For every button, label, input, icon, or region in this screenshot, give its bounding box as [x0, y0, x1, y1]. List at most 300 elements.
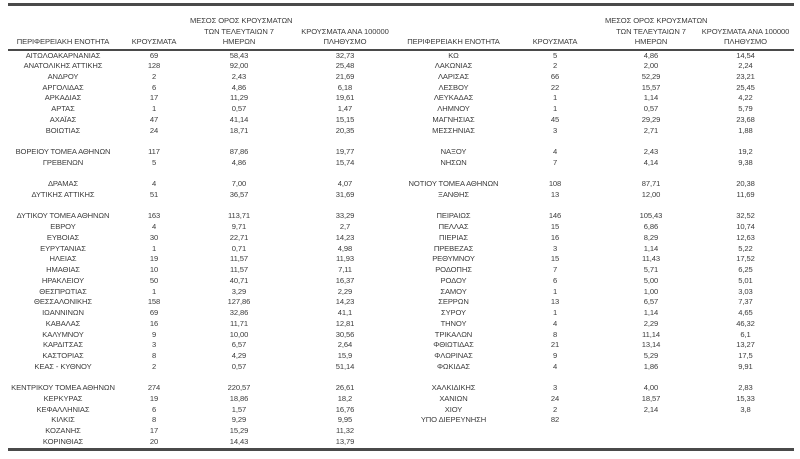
value-cell: 19,2 — [738, 147, 753, 157]
value-cell: 15,9 — [337, 351, 353, 361]
value-cell — [288, 372, 402, 383]
region-cell: ΡΟΔΟΥ — [440, 275, 467, 285]
region-cell: ΚΕΑΣ - ΚΥΘΝΟΥ — [34, 361, 92, 371]
value-cell — [697, 201, 794, 212]
value-cell: 15,29 — [229, 426, 249, 436]
region-cell: ΦΘΙΩΤΙΔΑΣ — [433, 340, 474, 350]
table-row — [8, 340, 794, 351]
value-cell: 16,37 — [335, 275, 355, 285]
table-body — [8, 50, 794, 450]
region-cell — [402, 437, 505, 449]
value-cell: 9 — [151, 329, 157, 339]
value-cell — [505, 201, 605, 212]
value-cell: 18,71 — [229, 125, 249, 135]
value-cell: 3 — [151, 340, 157, 350]
region-cell — [402, 201, 505, 212]
region-cell: ΚΕΡΚΥΡΑΣ — [43, 393, 83, 403]
region-cell: ΝΑΞΟΥ — [440, 147, 467, 157]
table-row — [8, 126, 794, 137]
value-cell: 117 — [148, 147, 160, 157]
region-cell: ΤΗΝΟΥ — [440, 318, 467, 328]
value-cell — [605, 372, 697, 383]
region-cell: ΠΡΕΒΕΖΑΣ — [433, 243, 474, 253]
value-cell: 0,71 — [231, 243, 247, 253]
region-cell: ΕΒΡΟΥ — [50, 222, 76, 232]
region-cell: ΗΛΕΙΑΣ — [49, 254, 77, 264]
value-cell — [697, 415, 794, 426]
table-row — [8, 437, 794, 449]
value-cell: 7,37 — [738, 297, 753, 307]
header-cases-right: ΚΡΟΥΣΜΑΤΑ — [505, 5, 605, 50]
table-row — [8, 158, 794, 169]
value-cell: 82 — [550, 415, 560, 425]
value-cell — [505, 136, 605, 147]
table-row — [8, 372, 794, 383]
value-cell: 19 — [149, 254, 159, 264]
region-cell: ΑΝΔΡΟΥ — [47, 71, 79, 81]
value-cell — [190, 201, 288, 212]
value-cell: 6,57 — [231, 340, 247, 350]
value-cell: 47 — [149, 114, 159, 124]
region-cell: ΚΩ — [448, 50, 459, 60]
value-cell: 1 — [151, 104, 157, 114]
table-row — [8, 415, 794, 426]
table-row — [8, 190, 794, 201]
value-cell: 2,7 — [339, 222, 351, 232]
value-cell: 6 — [151, 82, 157, 92]
value-cell: 1,14 — [643, 308, 659, 318]
region-cell — [8, 169, 118, 180]
table-row — [8, 297, 794, 308]
value-cell: 32,86 — [229, 308, 249, 318]
value-cell: 10 — [149, 265, 159, 275]
value-cell: 6 — [552, 275, 558, 285]
value-cell: 10,00 — [229, 329, 249, 339]
value-cell: 29,29 — [641, 114, 661, 124]
value-cell: 9,91 — [738, 361, 753, 371]
header-avg7-line2: ΤΩΝ ΤΕΛΕΥΤΑΙΩΝ 7 — [616, 26, 686, 36]
value-cell: 8 — [151, 351, 157, 361]
value-cell — [605, 426, 697, 437]
value-cell: 4 — [552, 147, 558, 157]
value-cell: 2 — [552, 61, 558, 71]
value-cell: 32,52 — [736, 211, 755, 221]
region-cell: ΧΑΛΚΙΔΙΚΗΣ — [431, 383, 476, 393]
region-cell: ΣΑΜΟΥ — [440, 286, 467, 296]
value-cell — [118, 201, 190, 212]
table-row — [8, 426, 794, 437]
region-cell: ΑΧΑΪΑΣ — [49, 114, 77, 124]
value-cell: 9,38 — [738, 157, 753, 167]
table-row — [8, 83, 794, 94]
region-cell: ΓΡΕΒΕΝΩΝ — [42, 157, 84, 167]
value-cell: 11,69 — [736, 190, 755, 200]
value-cell: 108 — [548, 179, 562, 189]
table-row — [8, 244, 794, 255]
value-cell: 23,21 — [736, 71, 755, 81]
value-cell: 2,43 — [643, 147, 659, 157]
header-per100k-line2: ΠΛΗΘΥΣΜΟ — [724, 37, 767, 46]
value-cell: 4,86 — [643, 50, 659, 60]
value-cell: 16 — [550, 232, 560, 242]
value-cell: 32,73 — [335, 50, 355, 60]
region-cell: ΦΩΚΙΔΑΣ — [436, 361, 471, 371]
value-cell: 13,27 — [736, 340, 755, 350]
value-cell: 1 — [151, 243, 157, 253]
value-cell: 87,71 — [641, 179, 661, 189]
value-cell: 4,00 — [643, 383, 659, 393]
region-cell: ΞΑΝΘΗΣ — [438, 190, 469, 200]
header-per100k-line1: ΚΡΟΥΣΜΑΤΑ ΑΝΑ 100000 — [301, 26, 389, 36]
value-cell: 1,14 — [643, 243, 659, 253]
value-cell: 14,43 — [229, 436, 249, 446]
value-cell: 19 — [149, 393, 159, 403]
value-cell: 1,86 — [643, 361, 659, 371]
value-cell: 18,2 — [337, 393, 353, 403]
value-cell: 7 — [552, 157, 558, 167]
header-per100k-left — [288, 5, 402, 50]
value-cell: 1 — [552, 286, 558, 296]
value-cell: 66 — [550, 71, 560, 81]
value-cell: 5,01 — [738, 275, 753, 285]
region-cell: ΡΕΘΥΜΝΟΥ — [432, 254, 475, 264]
value-cell: 4,86 — [231, 82, 247, 92]
value-cell: 127,86 — [227, 297, 251, 307]
value-cell: 3 — [552, 243, 558, 253]
value-cell: 30,56 — [335, 329, 355, 339]
value-cell — [605, 415, 697, 426]
value-cell: 24 — [149, 125, 159, 135]
value-cell: 22 — [550, 82, 560, 92]
region-cell: ΦΛΩΡΙΝΑΣ — [434, 351, 473, 361]
table-row — [8, 115, 794, 126]
value-cell: 41,1 — [337, 308, 353, 318]
value-cell: 11,14 — [642, 329, 660, 339]
region-cell: ΛΗΜΝΟΥ — [437, 104, 470, 114]
value-cell: 4 — [552, 361, 558, 371]
table-row — [8, 104, 794, 115]
value-cell: 11,32 — [336, 426, 354, 436]
value-cell: 3 — [552, 125, 558, 135]
region-cell: ΚΑΡΔΙΤΣΑΣ — [42, 340, 83, 350]
table-row — [8, 136, 794, 147]
value-cell: 51,14 — [335, 361, 355, 371]
value-cell: 113,71 — [227, 211, 251, 221]
value-cell: 3,8 — [740, 404, 751, 414]
region-cell — [8, 201, 118, 212]
region-cell: ΛΕΥΚΑΔΑΣ — [433, 93, 474, 103]
region-cell: ΡΟΔΟΠΗΣ — [435, 265, 472, 275]
value-cell — [697, 372, 794, 383]
value-cell: 51 — [149, 190, 159, 200]
region-cell: ΧΙΟΥ — [444, 404, 463, 414]
region-cell — [402, 169, 505, 180]
value-cell: 4 — [151, 222, 157, 232]
value-cell: 4,22 — [738, 93, 753, 103]
value-cell: 8,29 — [643, 232, 659, 242]
value-cell — [697, 169, 794, 180]
value-cell — [697, 437, 794, 449]
value-cell: 13 — [550, 190, 560, 200]
value-cell: 11,43 — [642, 254, 660, 264]
table-row — [8, 394, 794, 405]
region-cell — [8, 372, 118, 383]
table-row — [8, 276, 794, 287]
header-avg7-line3: ΗΜΕΡΩΝ — [222, 37, 256, 46]
value-cell: 20 — [149, 436, 159, 446]
value-cell: 92,00 — [229, 61, 249, 71]
region-cell: ΚΙΛΚΙΣ — [51, 415, 75, 425]
value-cell: 13,14 — [641, 340, 661, 350]
table-row — [8, 254, 794, 265]
value-cell: 69 — [149, 50, 159, 60]
value-cell: 0,57 — [231, 361, 247, 371]
value-cell: 41,14 — [229, 114, 249, 124]
region-cell: ΚΑΣΤΟΡΙΑΣ — [42, 351, 84, 361]
table-row — [8, 147, 794, 158]
value-cell — [505, 372, 605, 383]
table-row — [8, 362, 794, 373]
value-cell: 7,00 — [231, 179, 247, 189]
header-avg7-left — [190, 5, 293, 50]
value-cell: 12,00 — [641, 190, 661, 200]
region-cell: ΧΑΝΙΩΝ — [439, 393, 468, 403]
value-cell: 14,23 — [335, 232, 355, 242]
table-row — [8, 319, 794, 330]
value-cell: 146 — [548, 211, 562, 221]
header-avg7-right — [605, 5, 708, 50]
value-cell — [605, 201, 697, 212]
value-cell: 2,00 — [643, 61, 659, 71]
region-cell: ΔΥΤΙΚΟΥ ΤΟΜΕΑ ΑΘΗΝΩΝ — [16, 211, 110, 221]
region-cell: ΛΑΚΩΝΙΑΣ — [434, 61, 473, 71]
value-cell — [505, 426, 605, 437]
region-cell: ΣΥΡΟΥ — [440, 308, 467, 318]
value-cell: 5,00 — [643, 275, 659, 285]
regional-cases-table-container — [8, 3, 794, 451]
value-cell: 3,03 — [738, 286, 753, 296]
value-cell: 3 — [552, 383, 558, 393]
value-cell: 12,81 — [335, 318, 355, 328]
value-cell: 13 — [550, 297, 560, 307]
header-avg7-line2: ΤΩΝ ΤΕΛΕΥΤΑΙΩΝ 7 — [204, 26, 274, 36]
value-cell: 2 — [151, 361, 157, 371]
value-cell: 11,57 — [230, 265, 248, 275]
table-row — [8, 201, 794, 212]
value-cell: 15 — [550, 254, 560, 264]
value-cell: 2,29 — [643, 318, 659, 328]
region-cell: ΤΡΙΚΑΛΩΝ — [434, 329, 473, 339]
value-cell: 15,57 — [641, 82, 661, 92]
region-cell: ΑΡΓΟΛΙΔΑΣ — [42, 82, 84, 92]
region-cell — [402, 426, 505, 437]
region-cell: ΗΜΑΘΙΑΣ — [46, 265, 80, 275]
value-cell: 1,47 — [337, 104, 353, 114]
value-cell: 5 — [552, 50, 558, 60]
table-row — [8, 50, 794, 62]
value-cell: 18,57 — [641, 393, 661, 403]
value-cell: 4,86 — [231, 157, 247, 167]
value-cell — [605, 169, 697, 180]
value-cell — [288, 201, 402, 212]
value-cell: 21 — [550, 340, 560, 350]
region-cell: ΕΥΒΟΙΑΣ — [46, 232, 80, 242]
region-cell: ΔΥΤΙΚΗΣ ΑΤΤΙΚΗΣ — [31, 190, 95, 200]
region-cell — [8, 136, 118, 147]
value-cell: 274 — [147, 383, 161, 393]
value-cell: 1,00 — [643, 286, 659, 296]
region-cell: ΑΡΚΑΔΙΑΣ — [44, 93, 82, 103]
value-cell: 2 — [552, 404, 558, 414]
value-cell: 15 — [550, 222, 560, 232]
region-cell: ΝΗΣΩΝ — [440, 157, 467, 167]
value-cell: 15,33 — [736, 393, 755, 403]
value-cell: 1 — [552, 104, 558, 114]
region-cell: ΚΕΝΤΡΙΚΟΥ ΤΟΜΕΑ ΑΘΗΝΩΝ — [11, 383, 115, 393]
table-row — [8, 287, 794, 298]
region-cell: ΚΑΒΑΛΑΣ — [45, 318, 81, 328]
value-cell: 13,79 — [335, 436, 355, 446]
value-cell — [118, 169, 190, 180]
value-cell: 11,29 — [230, 93, 248, 103]
value-cell: 1 — [552, 93, 558, 103]
value-cell: 6 — [151, 404, 157, 414]
value-cell: 5,71 — [643, 265, 659, 275]
value-cell: 26,61 — [335, 383, 355, 393]
value-cell: 11,71 — [230, 318, 248, 328]
value-cell: 6,1 — [740, 329, 751, 339]
value-cell: 17,5 — [738, 351, 753, 361]
table-row — [8, 179, 794, 190]
region-cell: ΕΥΡΥΤΑΝΙΑΣ — [40, 243, 86, 253]
value-cell — [190, 169, 288, 180]
value-cell: 5,29 — [643, 351, 659, 361]
header-region-left: ΠΕΡΙΦΕΡΕΙΑΚΗ ΕΝΟΤΗΤΑ — [8, 5, 118, 50]
region-cell: ΚΕΦΑΛΛΗΝΙΑΣ — [36, 404, 90, 414]
value-cell: 8 — [151, 415, 157, 425]
region-cell: ΘΕΣΠΡΩΤΙΑΣ — [39, 286, 87, 296]
region-cell: ΠΙΕΡΙΑΣ — [439, 232, 468, 242]
value-cell: 5,79 — [738, 104, 753, 114]
value-cell: 25,48 — [335, 61, 355, 71]
value-cell: 19,61 — [335, 93, 355, 103]
table-row — [8, 211, 794, 222]
value-cell: 1,88 — [738, 125, 753, 135]
region-cell: ΗΡΑΚΛΕΙΟΥ — [41, 275, 85, 285]
region-cell: ΝΟΤΙΟΥ ΤΟΜΕΑ ΑΘΗΝΩΝ — [408, 179, 499, 189]
value-cell: 52,29 — [641, 71, 661, 81]
value-cell: 25,45 — [736, 82, 755, 92]
header-per100k-line1: ΚΡΟΥΣΜΑΤΑ ΑΝΑ 100000 — [701, 26, 790, 36]
value-cell: 2,14 — [643, 404, 659, 414]
header-row — [8, 5, 794, 50]
value-cell: 2,24 — [738, 61, 753, 71]
value-cell: 12,63 — [736, 232, 755, 242]
value-cell: 17 — [149, 93, 159, 103]
region-cell: ΠΕΙΡΑΙΩΣ — [436, 211, 471, 221]
table-row — [8, 61, 794, 72]
value-cell: 4,14 — [643, 157, 659, 167]
value-cell: 14,23 — [335, 297, 355, 307]
value-cell: 9,95 — [337, 415, 353, 425]
region-cell: ΘΕΣΣΑΛΟΝΙΚΗΣ — [34, 297, 92, 307]
table-row — [8, 93, 794, 104]
value-cell: 6,25 — [738, 265, 753, 275]
table-header — [8, 5, 794, 50]
table-row — [8, 383, 794, 394]
value-cell: 11,57 — [230, 254, 248, 264]
value-cell: 87,86 — [229, 147, 249, 157]
table-row — [8, 351, 794, 362]
value-cell: 30 — [149, 232, 159, 242]
value-cell: 46,32 — [736, 318, 755, 328]
region-cell — [402, 372, 505, 383]
value-cell: 2,71 — [643, 125, 659, 135]
value-cell: 4 — [151, 179, 157, 189]
value-cell: 128 — [147, 61, 161, 71]
value-cell: 16,76 — [335, 404, 355, 414]
value-cell: 21,69 — [335, 71, 355, 81]
value-cell: 7 — [552, 265, 558, 275]
region-cell: ΚΟΖΑΝΗΣ — [45, 426, 81, 436]
value-cell: 9,29 — [231, 415, 247, 425]
value-cell: 17 — [149, 426, 159, 436]
value-cell — [697, 426, 794, 437]
region-cell: ΒΟΡΕΙΟΥ ΤΟΜΕΑ ΑΘΗΝΩΝ — [15, 147, 111, 157]
header-avg7-line1: ΜΕΣΟΣ ΟΡΟΣ ΚΡΟΥΣΜΑΤΩΝ — [190, 16, 293, 25]
regional-cases-table — [8, 3, 794, 451]
value-cell: 58,43 — [229, 50, 249, 60]
header-avg7-line3: ΗΜΕΡΩΝ — [634, 37, 668, 46]
value-cell: 4,65 — [738, 308, 753, 318]
region-cell: ΥΠΟ ΔΙΕΡΕΥΝΗΣΗ — [420, 415, 487, 425]
value-cell — [190, 372, 288, 383]
value-cell — [288, 136, 402, 147]
value-cell: 23,68 — [736, 114, 755, 124]
header-avg7-line1: ΜΕΣΟΣ ΟΡΟΣ ΚΡΟΥΣΜΑΤΩΝ — [605, 16, 708, 25]
value-cell: 6,86 — [643, 222, 659, 232]
value-cell: 22,71 — [229, 232, 249, 242]
region-cell: ΜΑΓΝΗΣΙΑΣ — [432, 114, 475, 124]
value-cell — [118, 136, 190, 147]
value-cell: 2,64 — [337, 340, 353, 350]
value-cell: 36,57 — [229, 190, 249, 200]
value-cell: 220,57 — [227, 383, 251, 393]
value-cell: 4 — [552, 318, 558, 328]
value-cell: 4,29 — [231, 351, 247, 361]
value-cell: 15,15 — [335, 114, 355, 124]
value-cell: 7,11 — [338, 265, 352, 275]
value-cell: 4,98 — [337, 243, 353, 253]
value-cell: 105,43 — [639, 211, 663, 221]
value-cell: 5,22 — [738, 243, 753, 253]
value-cell: 69 — [149, 308, 159, 318]
value-cell — [605, 437, 697, 449]
value-cell: 50 — [149, 275, 159, 285]
value-cell: 2,43 — [231, 71, 247, 81]
value-cell: 1 — [552, 308, 558, 318]
region-cell: ΒΟΙΩΤΙΑΣ — [45, 125, 81, 135]
value-cell: 20,38 — [736, 179, 755, 189]
value-cell: 33,29 — [335, 211, 355, 221]
value-cell: 20,35 — [335, 125, 355, 135]
region-cell: ΔΡΑΜΑΣ — [47, 179, 79, 189]
value-cell: 10,74 — [736, 222, 755, 232]
region-cell: ΠΕΛΛΑΣ — [438, 222, 469, 232]
value-cell: 2 — [151, 71, 157, 81]
value-cell: 16 — [149, 318, 159, 328]
value-cell — [118, 372, 190, 383]
